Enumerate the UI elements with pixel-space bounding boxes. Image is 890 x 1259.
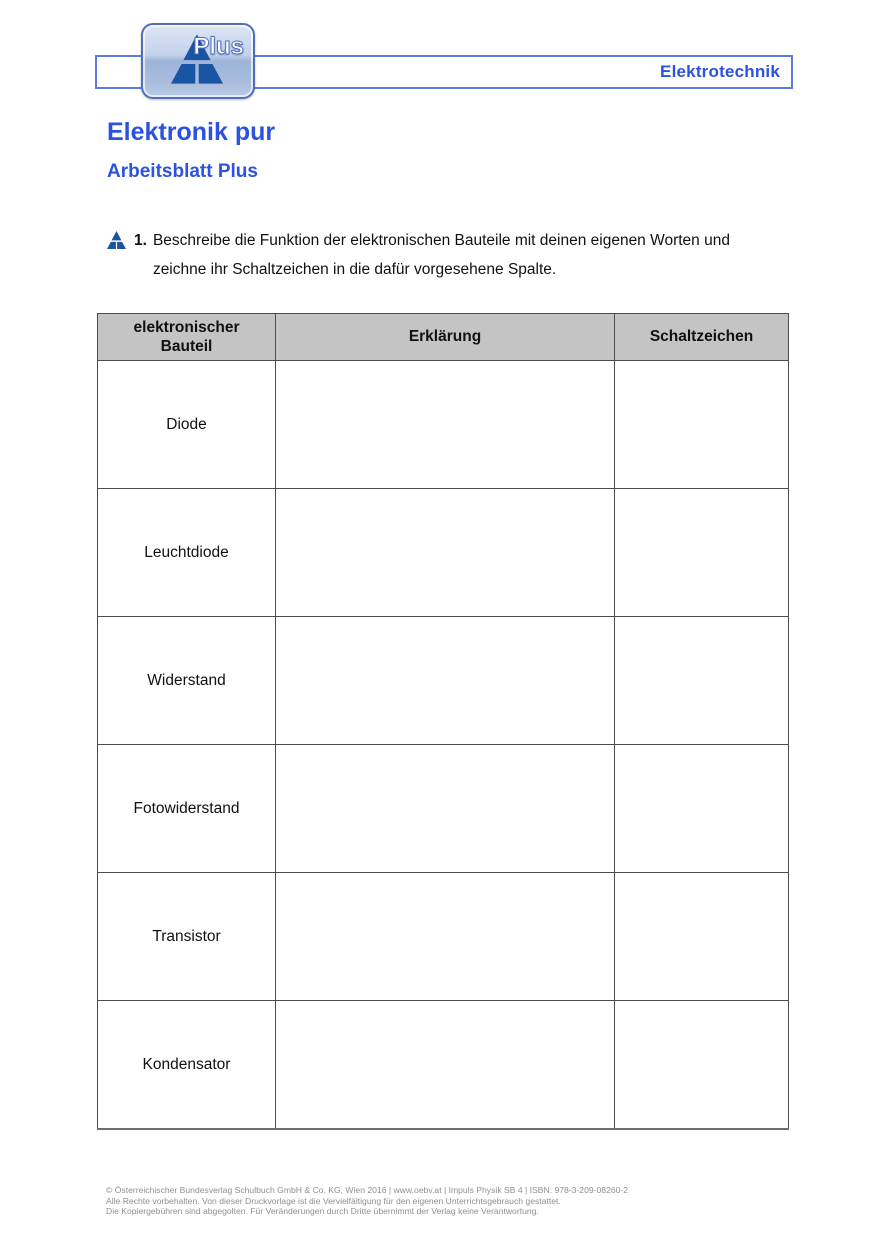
header-bauteil: elektronischer Bauteil xyxy=(98,314,276,361)
component-cell: Fotowiderstand xyxy=(98,745,276,873)
erklaerung-cell xyxy=(276,873,615,1001)
schaltzeichen-cell xyxy=(615,489,789,617)
component-cell: Diode xyxy=(98,361,276,489)
pyramid-bullet-icon xyxy=(106,231,127,249)
header-erklaerung: Erklärung xyxy=(276,314,615,361)
footer-line1: © Österreichischer Bundesverlag Schulbuch GmbH & Co. KG, Wien 2016 | www.oebv.at | Impuls Physik SB 4 | ISBN: 978-3-209-08260-2 xyxy=(106,1185,629,1195)
logo-plus-label: Plus xyxy=(193,33,244,60)
component-cell: Kondensator xyxy=(98,1001,276,1130)
table-row xyxy=(98,489,789,617)
task-text-line1: Beschreibe die Funktion der elektronischen Bauteile mit deinen eigenen Worten und xyxy=(152,232,730,249)
erklaerung-cell xyxy=(276,361,615,489)
table-header-row xyxy=(98,314,789,361)
table-row xyxy=(98,1001,789,1130)
erklaerung-cell xyxy=(276,1001,615,1130)
header-schaltzeichen: Schaltzeichen xyxy=(615,314,789,361)
table-row xyxy=(98,361,789,489)
subject-label: Elektrotechnik xyxy=(660,62,780,81)
oebv-plus-logo xyxy=(141,23,255,99)
component-cell: Transistor xyxy=(98,873,276,1001)
task-number: 1. xyxy=(134,232,147,249)
table-row xyxy=(98,617,789,745)
component-cell: Widerstand xyxy=(98,617,276,745)
schaltzeichen-cell xyxy=(615,745,789,873)
component-cell: Leuchtdiode xyxy=(98,489,276,617)
page-title: Elektronik pur xyxy=(107,118,276,146)
task-text xyxy=(153,226,782,284)
erklaerung-cell xyxy=(276,489,615,617)
schaltzeichen-cell xyxy=(615,617,789,745)
schaltzeichen-cell xyxy=(615,361,789,489)
schaltzeichen-cell xyxy=(615,1001,789,1130)
components-table xyxy=(97,313,789,1130)
erklaerung-cell xyxy=(276,745,615,873)
page-subtitle: Arbeitsblatt Plus xyxy=(107,161,258,182)
task-1 xyxy=(106,226,782,284)
schaltzeichen-cell xyxy=(615,873,789,1001)
erklaerung-cell xyxy=(276,617,615,745)
table-row xyxy=(98,745,789,873)
footer-copyright xyxy=(106,1185,746,1217)
task-text-line2: zeichne ihr Schaltzeichen in die dafür vorgesehene Spalte. xyxy=(152,261,557,278)
footer-line3: Die Kopiergebühren sind abgegolten. Für Veränderungen durch Dritte übernimmt der Verlag keine Verantwortung. xyxy=(106,1206,539,1216)
table-row xyxy=(98,873,789,1001)
footer-line2: Alle Rechte vorbehalten. Von dieser Druckvorlage ist die Vervielfältigung für den eigenen Unterrichtsgebrauch gestattet. xyxy=(106,1195,561,1206)
